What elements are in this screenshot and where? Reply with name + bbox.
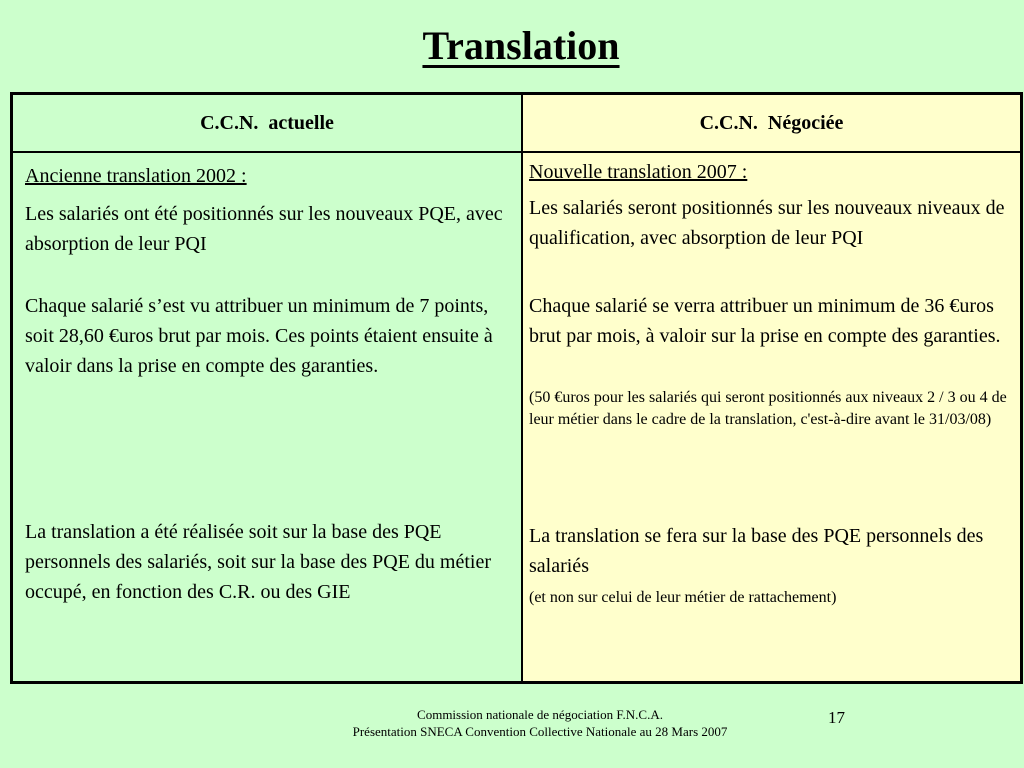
paragraph-basis: La translation se fera sur la base des PQE personnels des salariés — [529, 525, 984, 577]
note-levels: (50 €uros pour les salariés qui seront positionnés aux niveaux 2 / 3 ou 4 de leur métier dans le cadre de la translation, c'est-à-dire avant le 31/03/08) — [529, 389, 1007, 428]
column-negotiated — [523, 95, 1020, 681]
header-current: C.C.N. actuelle — [13, 95, 521, 153]
footer-line-2: Présentation SNECA Convention Collective Nationale au 28 Mars 2007 — [352, 724, 728, 739]
heading-old-translation: Ancienne translation 2002 : — [25, 165, 247, 187]
column-current — [13, 95, 523, 681]
paragraph-minimum: Chaque salarié se verra attribuer un minimum de 36 €uros brut par mois, à valoir sur la prise en compte des garanties. — [529, 295, 1001, 347]
footer — [320, 706, 760, 740]
header-negotiated: C.C.N. Négociée — [523, 95, 1020, 153]
note-metier: (et non sur celui de leur métier de rattachement) — [529, 589, 837, 606]
paragraph-basis: La translation a été réalisée soit sur la base des PQE personnels des salariés, soit sur la base des PQE du métier occupé, en fonction des C.R. ou des GIE — [25, 521, 492, 603]
footer-line-1: Commission nationale de négociation F.N.C.A. — [417, 707, 663, 722]
paragraph-minimum: Chaque salarié s’est vu attribuer un minimum de 7 points, soit 28,60 €uros brut par mois. Ces points étaient ensuite à valoir dans la prise en compte des garanties. — [25, 295, 493, 377]
comparison-table — [10, 92, 1023, 684]
heading-new-translation: Nouvelle translation 2007 : — [529, 161, 748, 183]
page-number: 17 — [828, 708, 845, 727]
slide-title: Translation — [422, 23, 620, 68]
paragraph-positioning: Les salariés seront positionnés sur les nouveaux niveaux de qualification, avec absorption de leur PQI — [529, 197, 1005, 249]
paragraph-positioning: Les salariés ont été positionnés sur les nouveaux PQE, avec absorption de leur PQI — [25, 203, 503, 255]
